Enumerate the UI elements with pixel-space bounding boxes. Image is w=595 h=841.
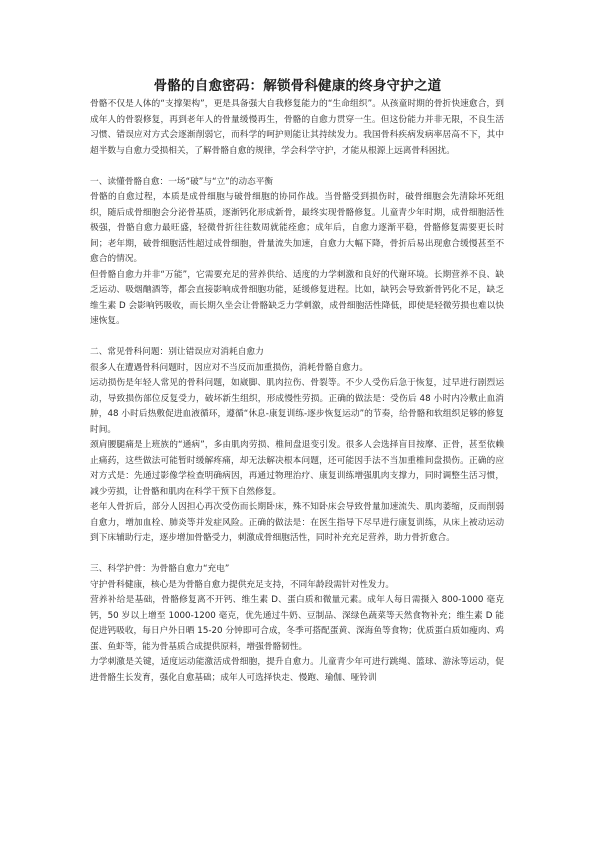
body-paragraph: 但骨骼自愈力并非“万能”，它需要充足的营养供给、适度的力学刺激和良好的代谢环境。长期营养不良、缺乏运动、吸烟酗酒等，都会直接影响成骨细胞功能，延缓修复进程。比如，缺钙会导致新骨钙化不足，缺乏维生素 D 会影响钙吸收，而长期久坐会让骨骼缺乏力学刺激，成骨细胞活性降低，即使是轻微劳损也难以快速恢复。 (90, 269, 504, 326)
section-heading: 一、读懂骨骼自愈：一场“破”与“立”的动态平衡 (90, 176, 274, 187)
section-heading: 二、常见骨科问题：别让错误应对消耗自愈力 (90, 347, 264, 357)
body-paragraph: 老年人骨折后，部分人因担心再次受伤而长期卧床，殊不知卧床会导致骨量加速流失、肌肉萎缩，反而削弱自愈力，增加血栓、肺炎等并发症风险。正确的做法是：在医生指导下尽早进行康复训练，从床上被动运动到下床辅助行走，逐步增加骨骼受力，刺激成骨细胞活性，同时补充充足营养，助力骨折愈合。 (90, 502, 504, 543)
body-paragraph: 力学刺激是关键，适度运动能激活成骨细胞，提升自愈力。儿童青少年可进行跳绳、篮球、游泳等运动，促进骨骼生长发育，强化自愈基础；成年人可选择快走、慢跑、瑜伽、哑铃训 (90, 657, 504, 683)
body-paragraph: 骨骼的自愈过程，本质是成骨细胞与破骨细胞的协同作战。当骨骼受到损伤时，破骨细胞会先清除坏死组织，随后成骨细胞会分泌骨基质，逐渐钙化形成新骨，最终实现骨骼修复。儿童青少年时期，成骨细胞活性极强，骨骼自愈力最旺盛，轻微骨折往往数周就能痊愈；成年后，自愈力逐渐平稳，骨骼修复需要更长时间；老年期，破骨细胞活性超过成骨细胞，骨量流失加速，自愈力大幅下降，骨折后易出现愈合缓慢甚至不愈合的情况。 (90, 192, 504, 264)
document-title: 骨骼的自愈密码：解锁骨科健康的终身守护之道 (153, 78, 442, 94)
section-heading: 三、科学护骨：为骨骼自愈力“充电” (90, 564, 230, 574)
spacer (90, 330, 504, 346)
body-paragraph: 很多人在遭遇骨科问题时，因应对不当反而加重损伤，消耗骨骼自愈力。 (90, 362, 368, 373)
spacer (90, 159, 504, 175)
spacer (90, 547, 504, 563)
body-paragraph: 颈肩腰腿痛是上班族的“通病”，多由肌肉劳损、椎间盘退变引发。很多人会选择盲目按摩、正骨，甚至依赖止痛药，这些做法可能暂时缓解疼痛，却无法解决根本问题，还可能因手法不当加重椎间盘损伤。正确的应对方式是：先通过影像学检查明确病因，再通过物理治疗、康复训练增强肌肉支撑力，同时调整生活习惯，减少劳损，让骨骼和肌肉在科学干预下自然修复。 (90, 440, 504, 497)
body-paragraph: 守护骨科健康，核心是为骨骼自愈力提供充足支持，不同年龄段需针对性发力。 (90, 579, 395, 590)
intro-paragraph: 骨骼不仅是人体的“支撑架构”，更是具备强大自我修复能力的“生命组织”。从孩童时期的骨折快速愈合，到成年人的骨裂修复，再到老年人的骨量缓慢再生，骨骼的自愈力贯穿一生。但这份能力并非无限，不良生活习惯、错误应对方式会逐渐削弱它，而科学的呵护则能让其持续发力。我国骨科疾病发病率居高不下，其中超半数与自愈力受损相关，了解骨骼自愈的规律，学会科学守护，才能从根源上远离骨科困扰。 (90, 99, 504, 156)
body-paragraph: 运动损伤是年轻人常见的骨科问题，如崴脚、肌肉拉伤、骨裂等。不少人受伤后急于恢复，过早进行剧烈运动，导致损伤部位反复受力，破坏新生组织，形成慢性劳损。正确的做法是：受伤后 48 小时内冷敷止血消肿，48 小时后热敷促进血液循环，遵循“休息-康复训练-逐步恢复运动”的节奏，给骨骼和软组织足够的修复时间。 (90, 378, 504, 435)
body-paragraph: 营养补给是基础，骨骼修复离不开钙、维生素 D、蛋白质和微量元素。成年人每日需摄入 800-1000 毫克钙，50 岁以上增至 1000-1200 毫克，优先通过牛奶、豆制品、深绿色蔬菜等天然食物补充；维生素 D 能促进钙吸收，每日户外日晒 15-20 分钟即可合成，冬季可搭配蛋黄、深海鱼等食物；优质蛋白质如瘦肉、鸡蛋、鱼虾等，能为骨基质合成提供原料，增强骨骼韧性。 (90, 595, 504, 652)
document-body (90, 97, 504, 686)
